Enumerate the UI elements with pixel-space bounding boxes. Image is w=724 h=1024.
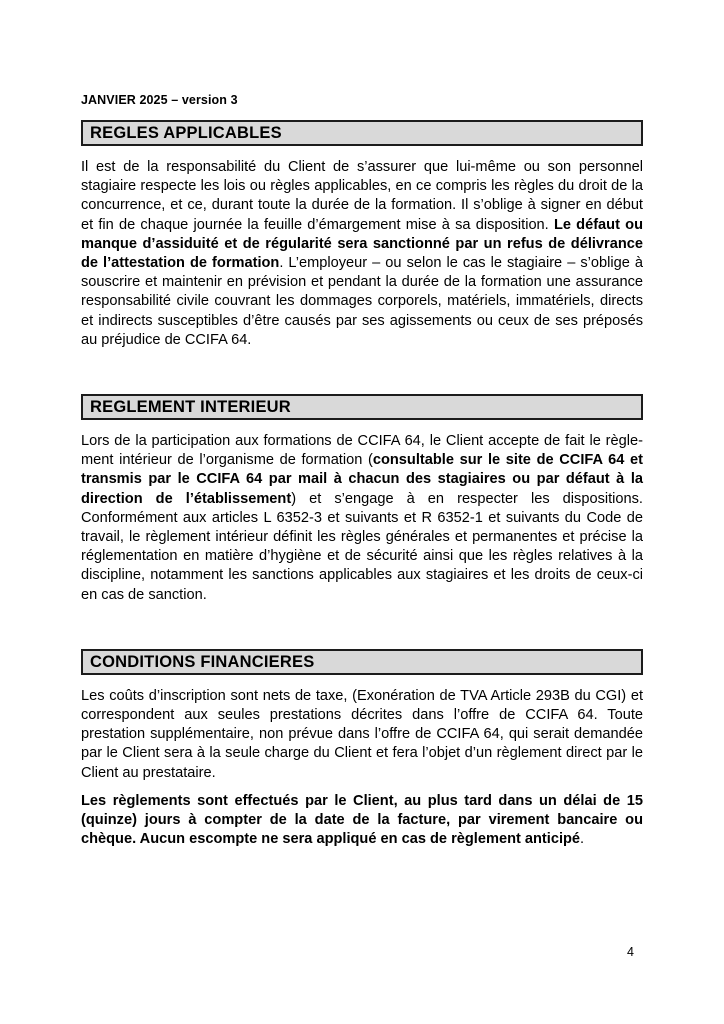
paragraph-conditions-financieres-reglements: Les règlements sont effectués par le Client, au plus tard dans un délai de 15 (quinze) jours à compter de la date de la facture, par virement bancaire ou chèque. Aucun escompte ne sera appliqué en cas de règlement anticipé. xyxy=(81,792,643,848)
section-title-conditions-financieres: CONDITIONS FINANCIERES xyxy=(81,649,643,675)
section-conditions-financieres xyxy=(81,649,643,850)
paragraph-regles-applicables: Il est de la responsabilité du Client de s’assurer que lui-même ou son personnel stagiaire respecte les lois ou règles applicables, en ce compris les règles du droit de la concurrence, et ce, durant toute la durée de la formation. Il s’oblige à signer en début et fin de chaque journée la feuille d’émargement mise à sa disposition. Le défaut ou manque d’assiduité et de régularité sera sanctionné par un refus de délivrance de l’attestation de formation. L’employeur – ou selon le cas le stagiaire – s’oblige à souscrire et maintenir en prévision et pendant la durée de la formation une assurance responsabilité civile couvrant les dommages corporels, matériels, immatériels, directs et indirects susceptibles d’être causés par ses agissements ou ceux de ses préposés au préjudice de CCIFA 64. xyxy=(81,159,643,348)
section-title-reglement-interieur: REGLEMENT INTERIEUR xyxy=(81,394,643,420)
paragraph-conditions-financieres-couts: Les coûts d’inscription sont nets de taxe, (Exonération de TVA Article 293B du CGI) et correspondent aux seules prestations décrites dans l’offre de CCIFA 64. Toute prestation supplémentaire, non prévue dans l’offre de CCIFA 64, qui serait demandée par le Client sera à la seule charge du Client et fera l’objet d’un règlement direct par le Client au prestataire. xyxy=(81,687,643,781)
paragraph-reglement-interieur: Lors de la participation aux formations de CCIFA 64, le Client accepte de fait le règle- ment intérieur de l’organisme de formation (consultable sur le site de CCIFA 64 et transmis par le CCIFA 64 par mail à chacun des stagiaires ou par défaut à la direction de l’établissement) et s’engage à en respecter les dispositions. Conformément aux articles L 6352-3 et suivants et R 6352-1 et suivants du Code de travail, le règlement intérieur définit les règles générales et permanentes et précise la réglementation en matière d’hygiène et de sécurité ainsi que les règles relatives à la discipline, notamment les sanctions applicables aux stagiaires et les droits de ceux-ci en cas de sanction. xyxy=(81,433,644,603)
version-header: JANVIER 2025 – version 3 xyxy=(81,93,238,107)
page-number: 4 xyxy=(627,945,634,959)
section-reglement-interieur xyxy=(81,394,643,605)
page-content xyxy=(81,93,643,849)
section-regles-applicables xyxy=(81,120,643,350)
section-title-regles-applicables: REGLES APPLICABLES xyxy=(81,120,643,146)
